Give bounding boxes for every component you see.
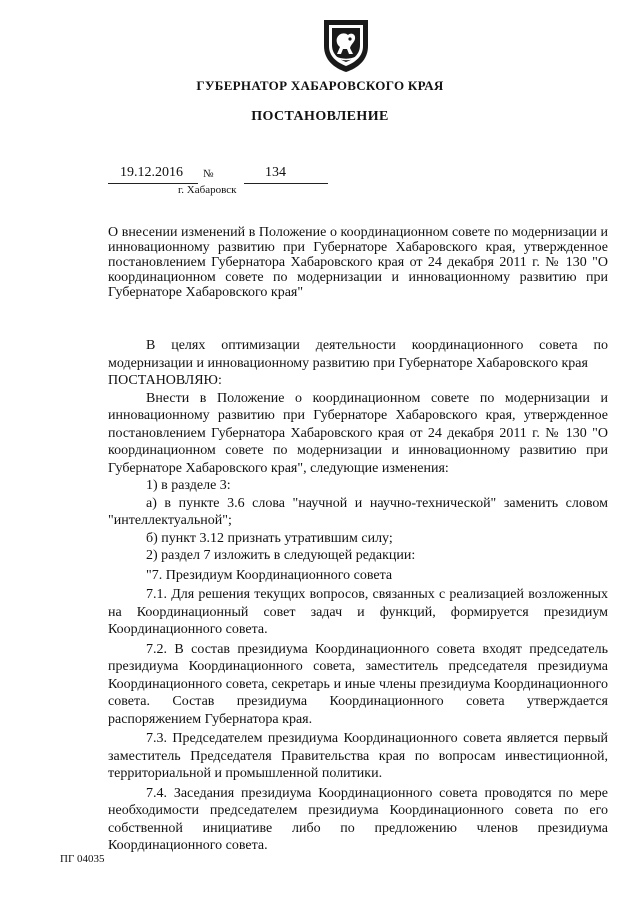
body-paragraph: б) пункт 3.12 признать утратившим силу; [146, 530, 393, 546]
body-paragraph: 7.2. В состав президиума Координационного совета входят председатель президиума Координационного совета, заместитель председателя президиума Координационного совета, секретарь и иные члены президиума Координационного совета. Состав президиума Координационного совета утверждается распоряжением Губернатора края. [108, 641, 608, 727]
document-date: 19.12.2016 [120, 165, 183, 180]
number-sign: № [203, 168, 214, 180]
decree-word: ПОСТАНОВЛЯЮ: [108, 373, 222, 388]
document-body [108, 337, 608, 855]
body-paragraph: а) в пункте 3.6 слова "научной и научно-технической" заменить словом "интеллектуальной"; [108, 495, 608, 528]
body-paragraph: 7.4. Заседания президиума Координационного совета проводятся по мере необходимости председателем президиума Координационного совета по его собственной инициативе либо по предложению членов президиума Координационного совета. [108, 785, 608, 853]
issuer-title: ГУБЕРНАТОР ХАБАРОВСКОГО КРАЯ [196, 78, 444, 93]
body-paragraph: 7.3. Председателем президиума Координационного совета является первый заместитель Председателя Правительства края по вопросам инвестиционной, территориальной и промышленной политики. [108, 731, 608, 781]
body-paragraph: 7.1. Для решения текущих вопросов, связанных с реализацией возложенных на Координационный совет задач и функций, формируется президиум Координационного совета. [108, 587, 608, 637]
document-number: 134 [265, 165, 286, 180]
number-underline [244, 183, 328, 184]
preamble-paragraph: В целях оптимизации деятельности координационного совета по модернизации и инновационному развитию при Губернаторе Хабаровского края [108, 338, 608, 371]
form-code: ПГ 04035 [60, 853, 105, 865]
subject-text: О внесении изменений в Положение о координационном совете по модернизации и инновационному развитию при Губернаторе Хабаровского края, утвержденное постановлением Губернатора Хабаровского края от 24 декабря 2011 г. № 130 "О координационном совете по модернизации и инновационному развитию при Губернаторе Хабаровского края" [108, 225, 608, 300]
document-subject [108, 225, 608, 300]
city-label: г. Хабаровск [178, 184, 237, 196]
khabarovsk-coat-of-arms-icon [320, 16, 372, 74]
date-number-line [108, 165, 330, 185]
body-paragraph: Внести в Положение о координационном совете по модернизации и инновационному развитию при Губернаторе Хабаровского края, утвержденное постановлением Губернатора Хабаровского края от 24 декабря 2011 г. № 130 "О координационном совете по модернизации и инновационному развитию при Губернаторе Хабаровского края", следующие изменения: [108, 390, 608, 476]
body-paragraph: 2) раздел 7 изложить в следующей редакции: [146, 548, 416, 563]
document-type: ПОСТАНОВЛЕНИЕ [251, 109, 389, 124]
section-heading: "7. Президиум Координационного совета [146, 567, 393, 583]
body-paragraph: 1) в разделе 3: [146, 478, 231, 493]
